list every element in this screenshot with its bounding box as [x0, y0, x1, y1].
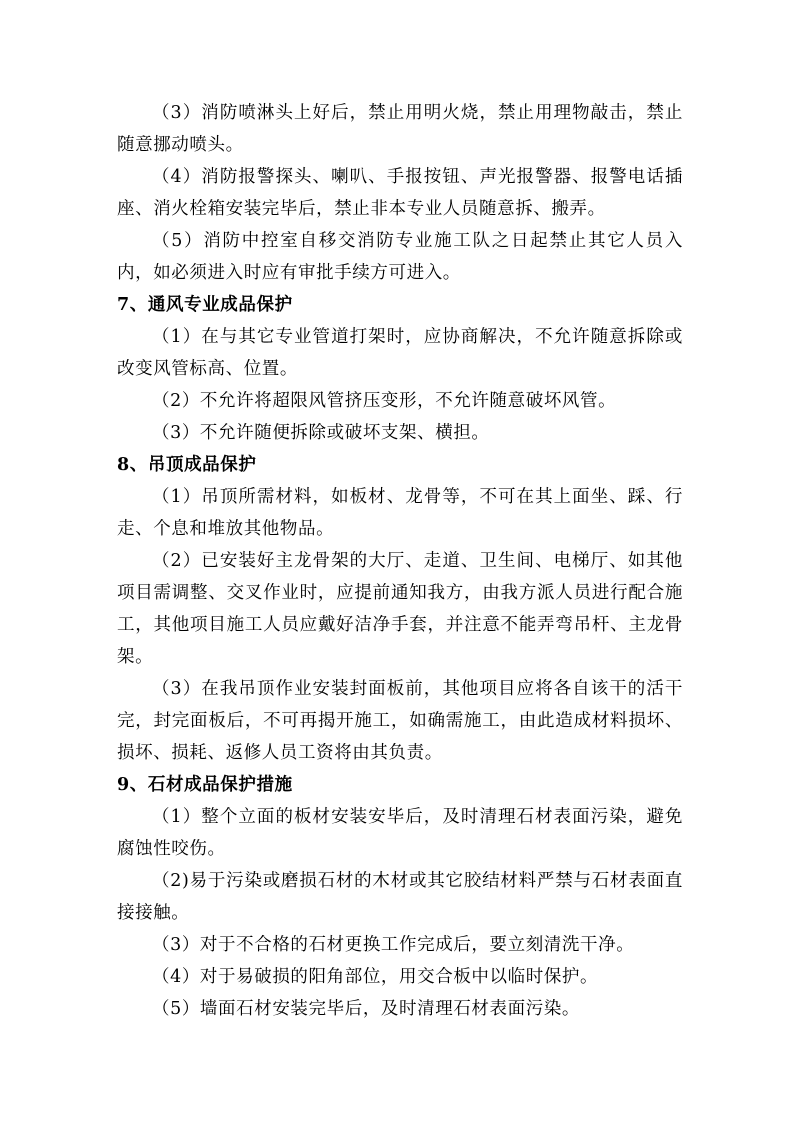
section-heading: 9、石材成品保护措施 [117, 775, 293, 795]
paragraph: （3）不允许随便拆除或破坏支架、横担。 [152, 423, 490, 443]
paragraph: （5）消防中控室自移交消防专业施工队之日起禁止其它人员入内，如必须进入时应有审批手续方可进入。 [117, 231, 683, 283]
section-heading: 8、吊顶成品保护 [117, 455, 257, 475]
paragraph: （5）墙面石材安装完毕后，及时清理石材表面污染。 [152, 999, 581, 1019]
paragraph: （3）对于不合格的石材更换工作完成后，要立刻清洗干净。 [152, 935, 635, 955]
paragraph: （1）在与其它专业管道打架时，应协商解决，不允许随意拆除或改变风管标高、位置。 [117, 327, 683, 379]
paragraph: （2）不允许将超限风管挤压变形，不允许随意破坏风管。 [152, 391, 617, 411]
paragraph: （1）吊顶所需材料，如板材、龙骨等，不可在其上面坐、踩、行走、个息和堆放其他物品。 [117, 487, 683, 539]
paragraph: （2）已安装好主龙骨架的大厅、走道、卫生间、电梯厅、如其他项目需调整、交叉作业时，应提前通知我方，由我方派人员进行配合施工，其他项目施工人员应戴好洁净手套，并注意不能弄弯吊杆、主龙骨架。 [117, 551, 683, 667]
paragraph: （2)易于污染或磨损石材的木材或其它胶结材料严禁与石材表面直接接触。 [117, 871, 683, 923]
paragraph: （1）整个立面的板材安装安毕后，及时清理石材表面污染，避免腐蚀性咬伤。 [117, 807, 683, 859]
paragraph: （3）在我吊顶作业安装封面板前，其他项目应将各自该干的活干完，封完面板后，不可再揭开施工，如确需施工，由此造成材料损坏、损坏、损耗、返修人员工资将由其负责。 [117, 679, 683, 763]
paragraph: （4）消防报警探头、喇叭、手报按钮、声光报警器、报警电话插座、消火栓箱安装完毕后，禁止非本专业人员随意拆、搬弄。 [117, 167, 683, 219]
document-body [117, 97, 683, 1025]
section-heading: 7、通风专业成品保护 [117, 295, 293, 315]
paragraph: （4）对于易破损的阳角部位，用交合板中以临时保护。 [152, 967, 599, 987]
paragraph: （3）消防喷淋头上好后，禁止用明火烧，禁止用理物敲击，禁止随意挪动喷头。 [117, 103, 683, 155]
